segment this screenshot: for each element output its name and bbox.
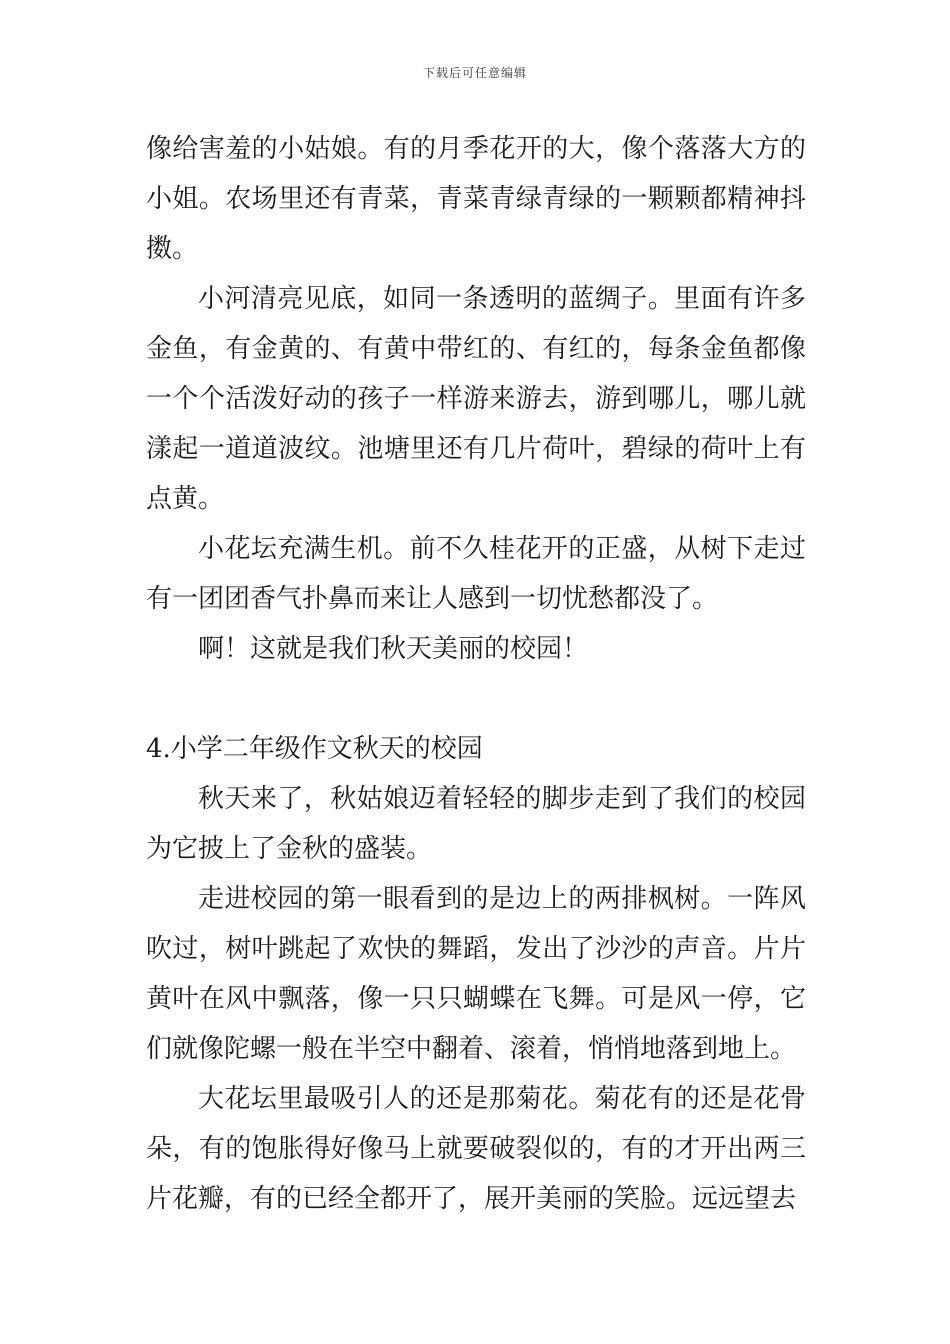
paragraph: 小花坛充满生机。前不久桂花开的正盛，从树下走过有一团团香气扑鼻而来让人感到一切忧愁都没了。 [146,534,806,614]
paragraph: 大花坛里最吸引人的还是那菊花。菊花有的还是花骨朵，有的饱胀得好像马上就要破裂似的，有的才开出两三片花瓣，有的已经全都开了，展开美丽的笑脸。远远望去 [146,1084,806,1214]
paragraph: 啊！这就是我们秋天美丽的校园！ [198,634,589,664]
paragraph: 小河清亮见底，如同一条透明的蓝绸子。里面有许多金鱼，有金黄的、有黄中带红的、有红的，每条金鱼都像一个个活泼好动的孩子一样游来游去，游到哪儿，哪儿就漾起一道道波纹。池塘里还有几片荷叶，碧绿的荷叶上有点黄。 [146,284,806,514]
section-title: 4.小学二年级作文秋天的校园 [146,734,483,764]
document-body [146,124,806,1224]
paragraph-continuation: 像给害羞的小姑娘。有的月季花开的大，像个落落大方的小姐。农场里还有青菜，青菜青绿青绿的一颗颗都精神抖擞。 [146,134,806,264]
page-header-note: 下载后可任意编辑 [422,66,527,80]
paragraph: 秋天来了，秋姑娘迈着轻轻的脚步走到了我们的校园为它披上了金秋的盛装。 [146,784,806,864]
paragraph: 走进校园的第一眼看到的是边上的两排枫树。一阵风吹过，树叶跳起了欢快的舞蹈，发出了沙沙的声音。片片黄叶在风中飘落，像一只只蝴蝶在飞舞。可是风一停，它们就像陀螺一般在半空中翻着、滚着，悄悄地落到地上。 [146,884,806,1064]
